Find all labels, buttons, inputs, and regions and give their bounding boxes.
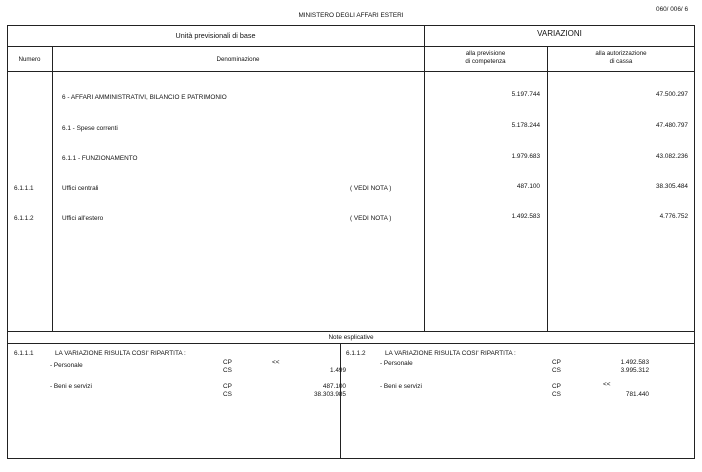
cs-value: 38.303.985: [314, 391, 346, 398]
cp-label: CP: [223, 383, 232, 390]
note-item-label: - Beni e servizi: [380, 383, 422, 390]
budget-table-frame: [7, 25, 695, 459]
upb-header: Unità previsionali di base: [175, 31, 256, 40]
header-divider-top: [7, 46, 695, 47]
col-divider-variazioni: [424, 25, 425, 331]
col-divider-numero: [52, 46, 53, 331]
note-numero: 6.1.1.2: [346, 350, 366, 357]
col-divider-cassa: [547, 46, 548, 331]
header-divider-bottom: [7, 71, 695, 72]
notes-col-divider: [340, 343, 341, 459]
row-denominazione: 6.1.1 - FUNZIONAMENTO: [62, 155, 138, 162]
cassa-header: alla autorizzazione di cassa: [595, 50, 647, 65]
row-cassa: 47.480.797: [656, 122, 688, 129]
row-competenza: 5.178.244: [511, 122, 540, 129]
cs-label: CS: [223, 367, 232, 374]
row-denominazione: 6.1 - Spese correnti: [62, 125, 118, 132]
cs-label: CS: [552, 391, 561, 398]
row-competenza: 1.979.683: [511, 153, 540, 160]
cp-label: CP: [552, 359, 561, 366]
variazioni-header: VARIAZIONI: [537, 29, 582, 38]
denominazione-header: Denominazione: [216, 56, 260, 63]
cs-label: CS: [552, 367, 561, 374]
row-nota: ( VEDI NOTA ): [350, 215, 392, 222]
cp-value: <<: [603, 381, 611, 388]
row-competenza: 5.197.744: [511, 91, 540, 98]
note-numero: 6.1.1.1: [14, 350, 34, 357]
notes-divider-top: [7, 331, 695, 332]
document-code: 060/ 006/ 6: [656, 6, 688, 13]
row-numero: 6.1.1.2: [14, 215, 34, 222]
row-cassa: 38.305.484: [656, 183, 688, 190]
row-cassa: 4.776.752: [659, 213, 688, 220]
row-numero: 6.1.1.1: [14, 185, 34, 192]
note-heading: LA VARIAZIONE RISULTA COSI' RIPARTITA :: [55, 350, 186, 357]
note-item-label: - Beni e servizi: [50, 383, 92, 390]
row-cassa: 43.082.236: [656, 153, 688, 160]
row-competenza: 1.492.583: [511, 213, 540, 220]
cs-value: 781.440: [625, 391, 649, 398]
notes-title: Note esplicative: [328, 334, 374, 341]
row-competenza: 487.100: [516, 183, 540, 190]
cp-value: 487.100: [322, 383, 346, 390]
row-nota: ( VEDI NOTA ): [350, 185, 392, 192]
cs-value: 3.995.312: [620, 367, 649, 374]
row-denominazione: 6 - AFFARI AMMINISTRATIVI, BILANCIO E PATRIMONIO: [62, 94, 227, 101]
ministry-title: MINISTERO DEGLI AFFARI ESTERI: [298, 12, 404, 19]
note-heading: LA VARIAZIONE RISULTA COSI' RIPARTITA :: [385, 350, 516, 357]
cp-value: 1.492.583: [620, 359, 649, 366]
cp-value: <<: [272, 359, 280, 366]
row-denominazione: Uffici all'estero: [62, 215, 104, 222]
notes-divider-bottom: [7, 343, 695, 344]
cp-label: CP: [223, 359, 232, 366]
numero-header: Numero: [18, 56, 41, 63]
cs-value: 1.499: [330, 367, 346, 374]
row-cassa: 47.500.297: [656, 91, 688, 98]
row-denominazione: Uffici centrali: [62, 185, 99, 192]
note-item-label: - Personale: [50, 362, 83, 369]
cs-label: CS: [223, 391, 232, 398]
cp-label: CP: [552, 383, 561, 390]
competenza-header: alla previsione di competenza: [465, 50, 506, 65]
note-item-label: - Personale: [380, 360, 413, 367]
